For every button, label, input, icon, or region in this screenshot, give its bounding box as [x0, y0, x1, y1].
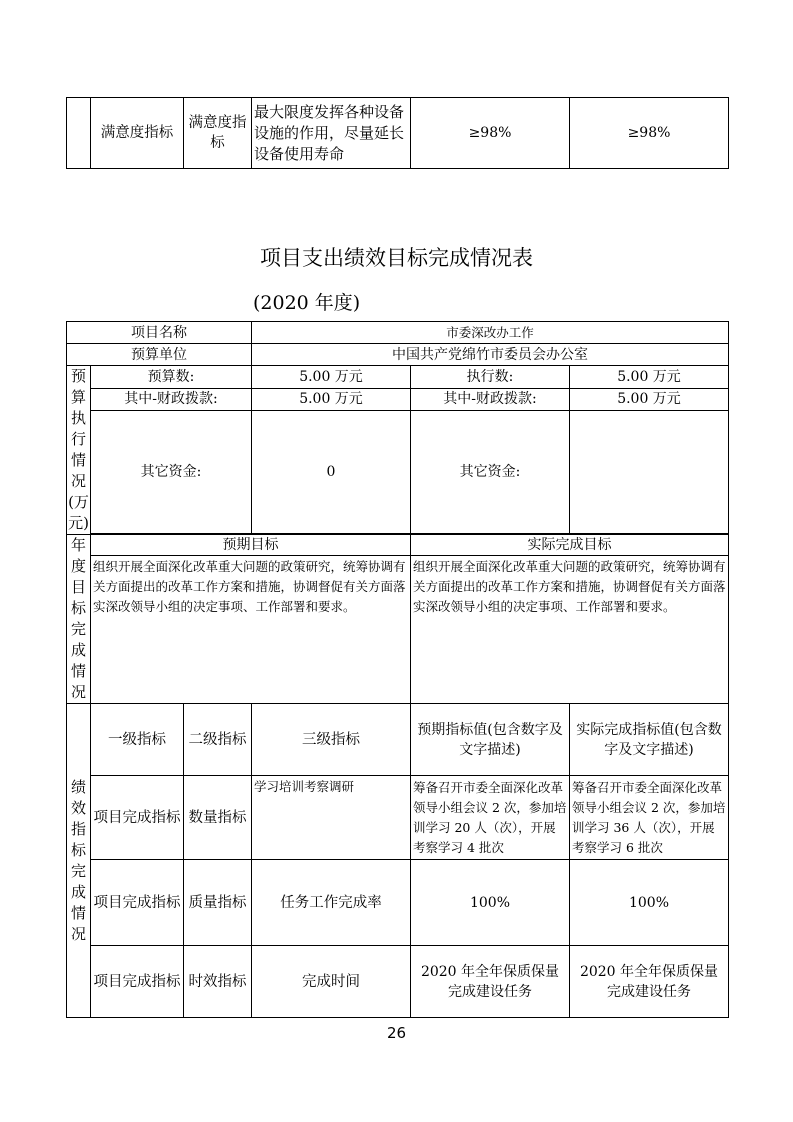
actual-goal-text: 组织开展全面深化改革重大问题的政策研究，统筹协调有关方面提出的改革工作方案和措施，协调督促有关方面落实深改领导小组的决定事项、工作部署和要求。 [411, 556, 729, 704]
indicator-row [67, 860, 729, 946]
row-actual: 2020 年全年保质保量完成建设任务 [570, 946, 729, 1018]
project-name-value: 市委深改办工作 [252, 322, 729, 344]
project-name-label: 项目名称 [67, 322, 252, 344]
row-level3: 完成时间 [252, 946, 411, 1018]
row-actual: 筹备召开市委全面深化改革领导小组会议 2 次，参加培训学习 36 人（次），开展考察学习 6 批次 [570, 776, 729, 860]
satisfaction-row [67, 98, 729, 169]
finance-row [67, 388, 729, 411]
continued-table [66, 97, 729, 169]
page-number: 26 [386, 1024, 407, 1042]
budget-value: 5.00 万元 [252, 366, 411, 389]
annual-goal-row [67, 556, 729, 704]
level2-cell: 满意度指标 [184, 98, 252, 169]
page-title: 项目支出绩效目标完成情况表 [260, 246, 533, 270]
annual-side-label: 年度目标完成情况 [67, 535, 91, 704]
planned-goal-text: 组织开展全面深化改革重大问题的政策研究，统筹协调有关方面提出的改革工作方案和措施，协调督促有关方面落实深改领导小组的决定事项、工作部署和要求。 [91, 556, 411, 704]
row-planned: 筹备召开市委全面深化改革领导小组会议 2 次，参加培训学习 20 人（次），开展考察学习 4 批次 [411, 776, 570, 860]
row-level3: 任务工作完成率 [252, 860, 411, 946]
performance-side-label: 绩效指标完成情况 [67, 704, 91, 1018]
level3-cell: 最大限度发挥各种设备设施的作用，尽量延长设备使用寿命 [252, 98, 411, 169]
annual-header-row [67, 535, 729, 556]
empty-cell [67, 98, 91, 169]
performance-table [66, 321, 729, 1018]
actual-goal-header: 实际完成目标 [411, 535, 729, 556]
row-level1: 项目完成指标 [91, 776, 184, 860]
indicator-row [67, 776, 729, 860]
row-actual: 100% [570, 860, 729, 946]
row-planned: 100% [411, 860, 570, 946]
row-level2: 质量指标 [184, 860, 252, 946]
row-level1: 项目完成指标 [91, 946, 184, 1018]
finance-value: 5.00 万元 [252, 388, 411, 411]
other-funds-label: 其它资金: [91, 411, 252, 534]
planned-goal-header: 预期目标 [91, 535, 411, 556]
finance-exec-value: 5.00 万元 [570, 388, 729, 411]
other-funds-value: 0 [252, 411, 411, 534]
actual-value-header: 实际完成指标值(包含数字及文字描述) [570, 704, 729, 776]
actual-cell: ≥98% [570, 98, 729, 169]
budget-side-label: 预算执行情况(万元) [67, 366, 91, 535]
planned-cell: ≥98% [411, 98, 570, 169]
budget-label: 预算数: [91, 366, 252, 389]
row-level1: 项目完成指标 [91, 860, 184, 946]
finance-exec-label: 其中-财政拨款: [411, 388, 570, 411]
budget-row [67, 366, 729, 389]
project-name-row [67, 322, 729, 344]
exec-label: 执行数: [411, 366, 570, 389]
other-funds-exec-label: 其它资金: [411, 411, 570, 534]
exec-value: 5.00 万元 [570, 366, 729, 389]
budget-unit-label: 预算单位 [67, 344, 252, 366]
indicator-header-row [67, 704, 729, 776]
row-level3: 学习培训考察调研 [252, 776, 411, 860]
level2-header: 二级指标 [184, 704, 252, 776]
level1-cell: 满意度指标 [91, 98, 184, 169]
level1-header: 一级指标 [91, 704, 184, 776]
row-level2: 时效指标 [184, 946, 252, 1018]
other-funds-exec-value [570, 411, 729, 534]
budget-unit-value: 中国共产党绵竹市委员会办公室 [252, 344, 729, 366]
planned-value-header: 预期指标值(包含数字及文字描述) [411, 704, 570, 776]
page-year: (2020 年度) [253, 292, 361, 314]
row-level2: 数量指标 [184, 776, 252, 860]
indicator-row [67, 946, 729, 1018]
other-funds-row [67, 411, 729, 534]
row-planned: 2020 年全年保质保量完成建设任务 [411, 946, 570, 1018]
finance-label: 其中-财政拨款: [91, 388, 252, 411]
level3-header: 三级指标 [252, 704, 411, 776]
budget-unit-row [67, 344, 729, 366]
